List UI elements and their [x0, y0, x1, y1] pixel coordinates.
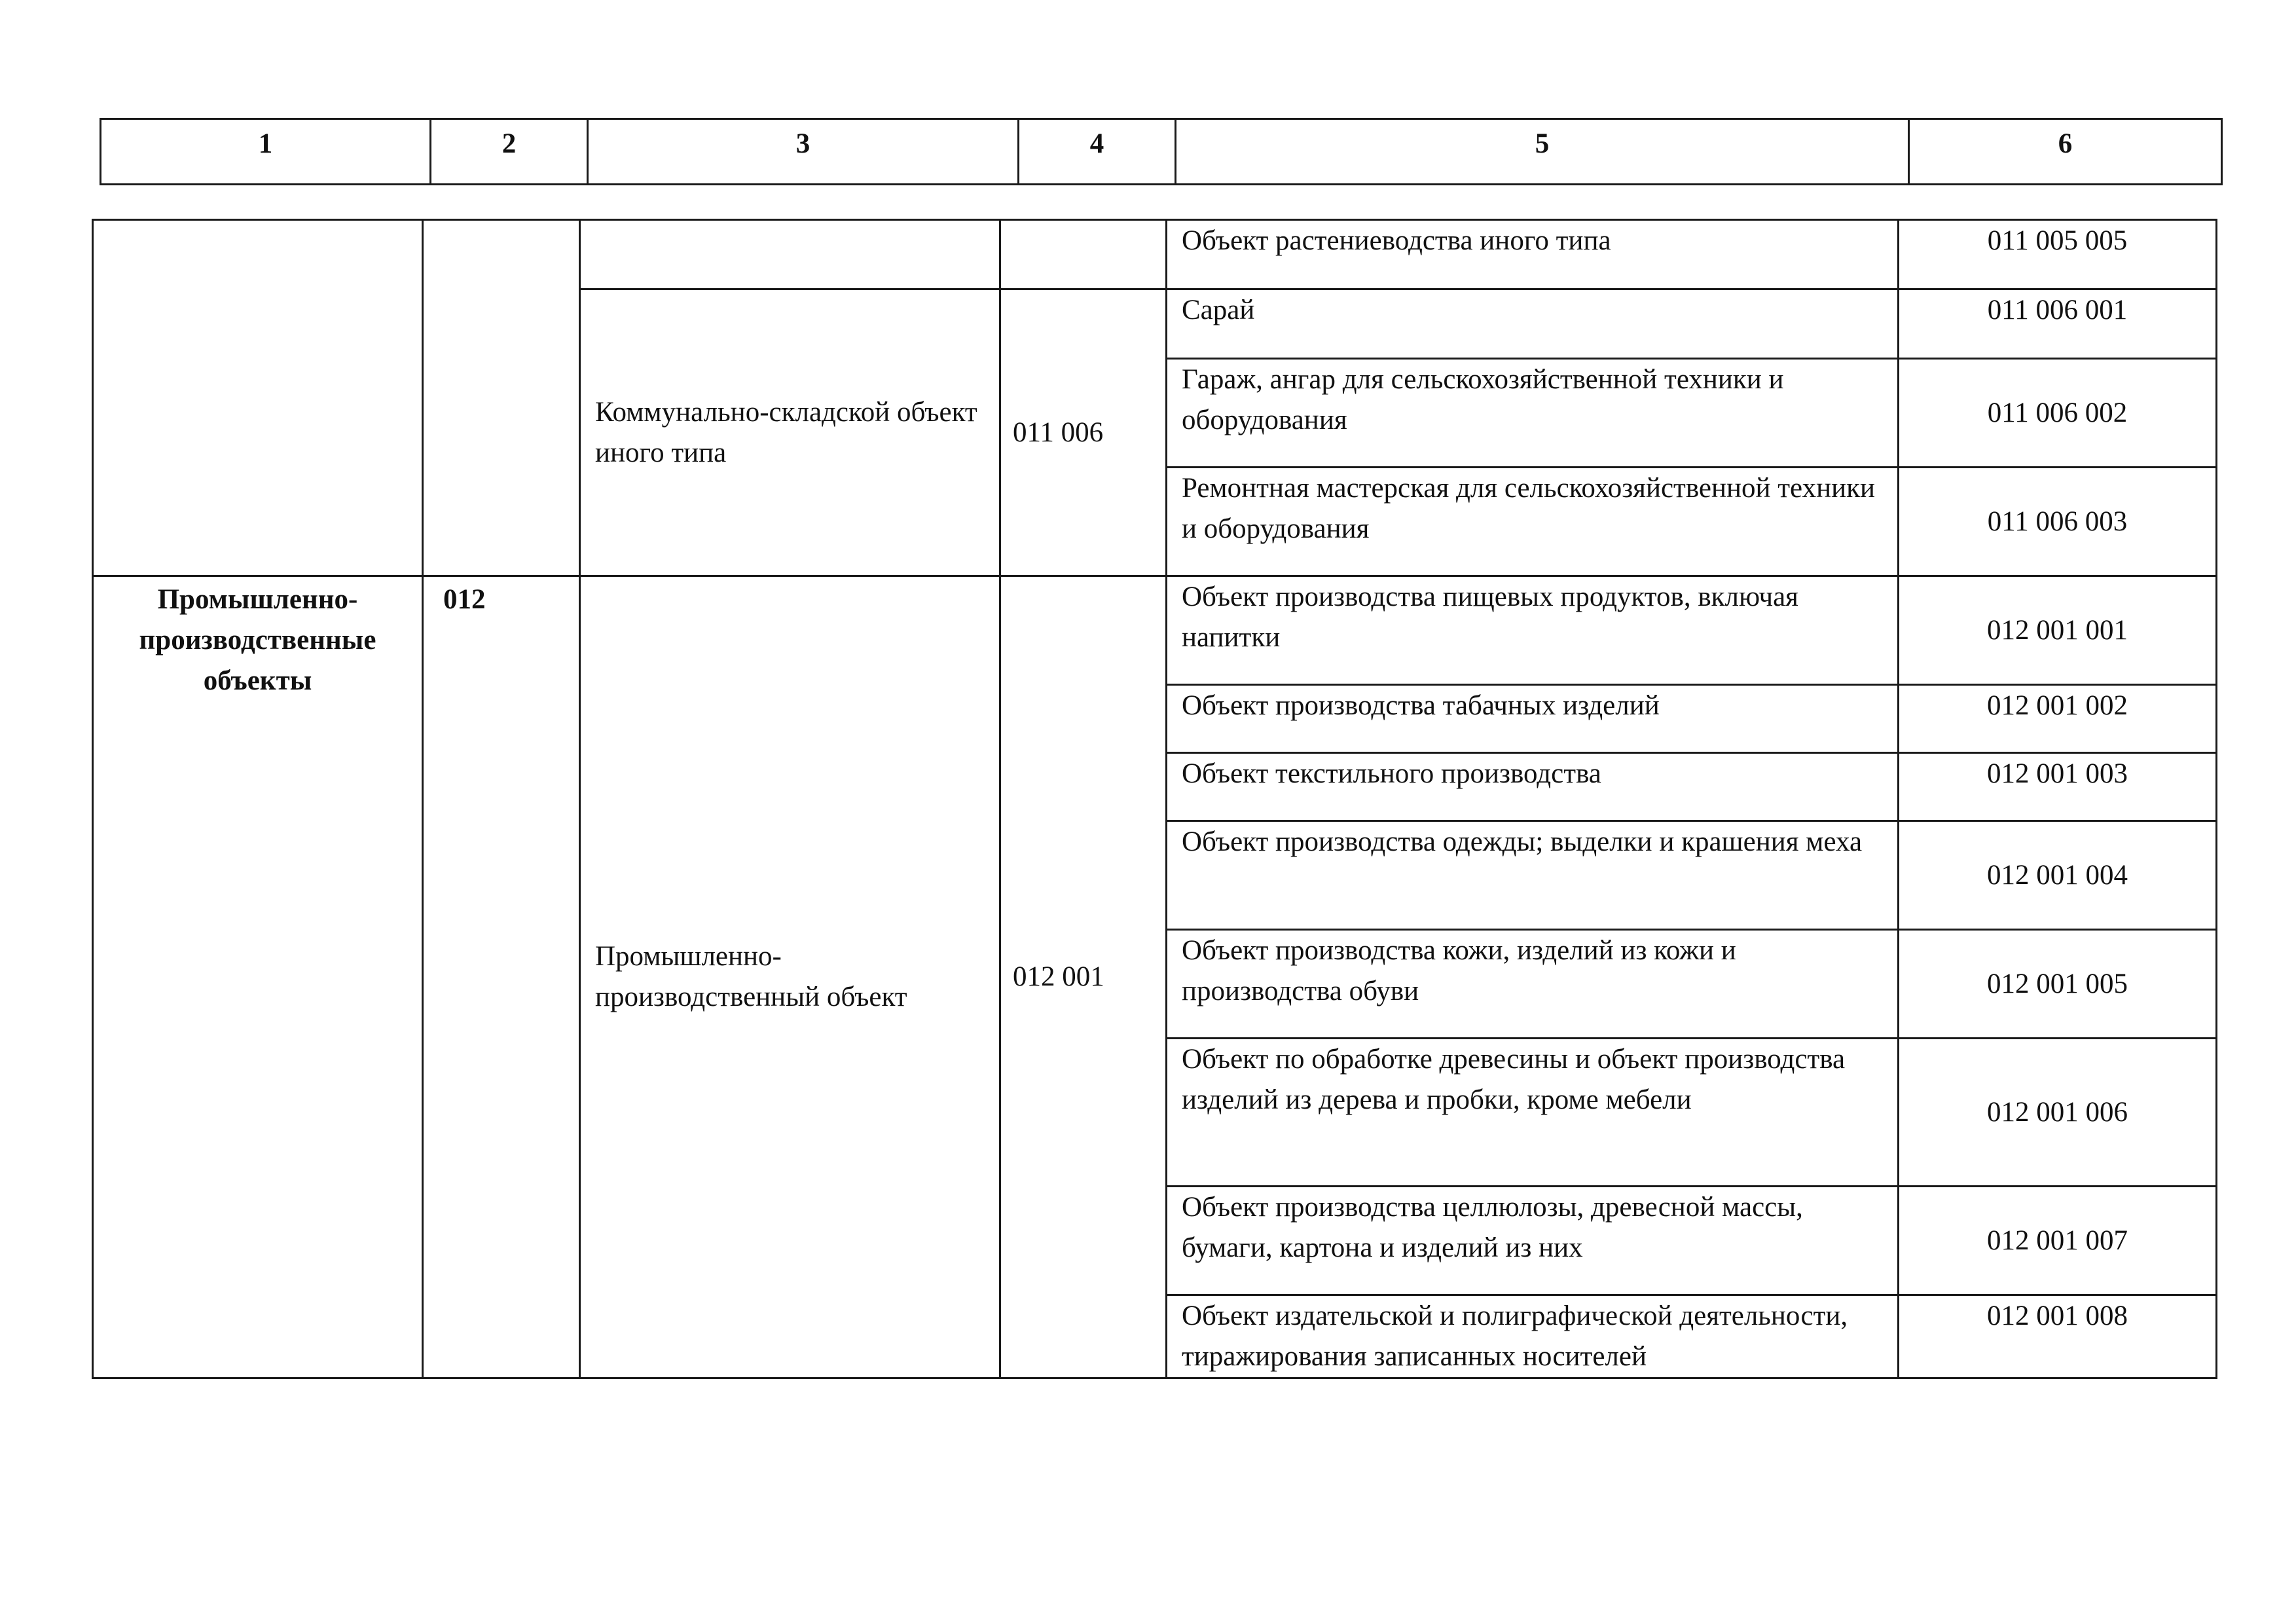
item-code: 011 006 003 [1899, 468, 2217, 576]
item-name: Объект по обработке древесины и объект производства изделий из дерева и пробки, кроме мебели [1167, 1039, 1899, 1187]
classifier-table [92, 219, 2217, 1379]
item-code: 012 001 006 [1899, 1039, 2217, 1187]
group-name: Промышленно-производственный объект [580, 576, 1000, 1378]
item-name: Ремонтная мастерская для сельскохозяйственной техники и оборудования [1167, 468, 1899, 576]
group-code-cell-011-005 [1000, 220, 1167, 289]
item-code: 012 001 008 [1899, 1295, 2217, 1378]
table-row [93, 220, 2217, 289]
item-code: 012 001 007 [1899, 1187, 2217, 1295]
item-name: Объект производства целлюлозы, древесной массы, бумаги, картона и изделий из них [1167, 1187, 1899, 1295]
item-code: 012 001 004 [1899, 821, 2217, 930]
item-code: 012 001 003 [1899, 753, 2217, 821]
column-number-header [100, 118, 2223, 185]
item-code: 012 001 005 [1899, 930, 2217, 1039]
item-name: Гараж, ангар для сельскохозяйственной техники и оборудования [1167, 359, 1899, 468]
group-name: Коммунально-складской объект иного типа [580, 289, 1000, 576]
header-col-4: 4 [1019, 119, 1176, 185]
item-code: 011 005 005 [1899, 220, 2217, 289]
header-col-3: 3 [588, 119, 1019, 185]
header-col-6: 6 [1909, 119, 2222, 185]
item-name: Объект текстильного производства [1167, 753, 1899, 821]
category-code: 012 [423, 576, 580, 1378]
header-row [101, 119, 2222, 185]
item-code: 012 001 001 [1899, 576, 2217, 685]
item-name: Объект растениеводства иного типа [1167, 220, 1899, 289]
item-name: Объект производства одежды; выделки и крашения меха [1167, 821, 1899, 930]
item-code: 012 001 002 [1899, 685, 2217, 753]
header-col-2: 2 [431, 119, 588, 185]
category-name: Промышленно-производственные объекты [93, 576, 423, 1378]
item-name: Объект производства табачных изделий [1167, 685, 1899, 753]
category-code-cell-011 [423, 220, 580, 576]
item-name: Объект производства кожи, изделий из кожи и производства обуви [1167, 930, 1899, 1039]
category-name-cell-011 [93, 220, 423, 576]
group-name-cell-011-005 [580, 220, 1000, 289]
item-code: 011 006 002 [1899, 359, 2217, 468]
group-code: 011 006 [1000, 289, 1167, 576]
header-col-1: 1 [101, 119, 431, 185]
group-code: 012 001 [1000, 576, 1167, 1378]
item-name: Сарай [1167, 289, 1899, 359]
item-name: Объект издательской и полиграфической деятельности, тиражирования записанных носителей [1167, 1295, 1899, 1378]
item-name: Объект производства пищевых продуктов, включая напитки [1167, 576, 1899, 685]
header-col-5: 5 [1176, 119, 1909, 185]
item-code: 011 006 001 [1899, 289, 2217, 359]
table-row [93, 576, 2217, 685]
